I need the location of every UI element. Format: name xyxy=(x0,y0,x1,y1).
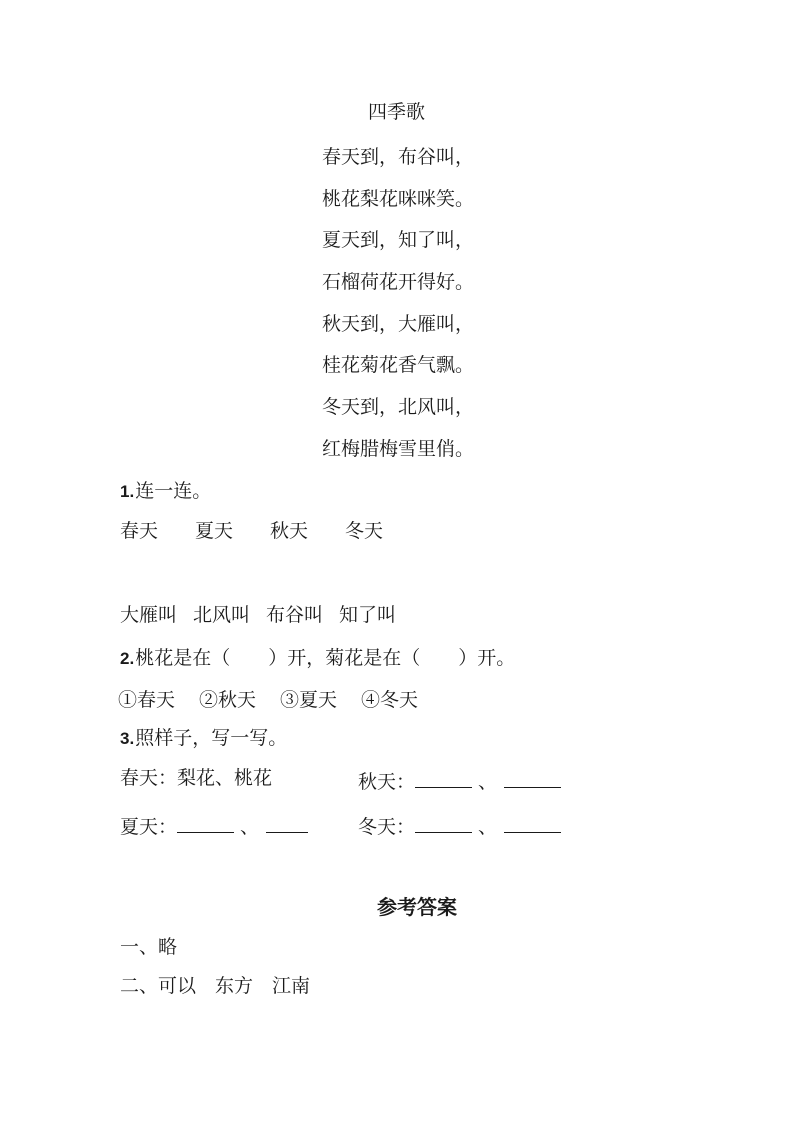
match-item-season: 春天 xyxy=(120,521,159,542)
exercise2-options xyxy=(118,690,418,712)
fill-in-blank xyxy=(266,813,308,833)
option-item: ③夏天 xyxy=(280,690,338,711)
fill-in-blank xyxy=(415,813,472,833)
fill-in-blank xyxy=(504,768,561,788)
match-row-seasons xyxy=(120,521,383,543)
season-label: 秋天： xyxy=(358,772,416,793)
enumeration-comma: 、 xyxy=(478,772,498,793)
match-item-sound: 北风叫 xyxy=(193,605,251,626)
poem-line: 桂花菊花香气飘。 xyxy=(322,355,475,377)
exercise3-example-cell xyxy=(120,768,272,790)
exercise3-autumn-cell xyxy=(358,768,561,794)
exercise2-prompt xyxy=(120,648,515,670)
poem-line: 红梅腊梅雪里俏。 xyxy=(322,438,475,460)
match-item-season: 秋天 xyxy=(270,521,309,542)
match-item-sound: 知了叫 xyxy=(339,605,397,626)
option-item: ④冬天 xyxy=(361,690,419,711)
exercise3-summer-cell xyxy=(120,813,308,839)
exercise2-number: 2. xyxy=(120,649,135,668)
season-label: 春天： xyxy=(120,768,178,789)
match-row-sounds xyxy=(120,605,396,627)
enumeration-comma: 、 xyxy=(478,817,498,838)
exercise3-winter-cell xyxy=(358,813,561,839)
example-answer: 梨花、桃花 xyxy=(177,768,273,789)
answer-key-heading: 参考答案 xyxy=(377,897,457,919)
poem-line: 冬天到，北风叫， xyxy=(322,397,475,419)
fill-in-blank xyxy=(504,813,561,833)
poem-line: 夏天到，知了叫， xyxy=(322,230,475,252)
poem-title: 四季歌 xyxy=(367,102,425,123)
fill-in-blank xyxy=(415,768,472,788)
option-item: ②秋天 xyxy=(199,690,257,711)
poem xyxy=(322,137,474,471)
fill-in-blank xyxy=(177,813,234,833)
exercise3-prompt xyxy=(120,728,287,750)
answer-line: 一、略 xyxy=(120,937,178,958)
match-item-sound: 布谷叫 xyxy=(266,605,324,626)
match-item-season: 夏天 xyxy=(195,521,234,542)
exercise1-prompt xyxy=(120,481,211,503)
match-item-season: 冬天 xyxy=(345,521,384,542)
poem-line: 石榴荷花开得好。 xyxy=(322,272,475,294)
exercise1-prompt-text: 连一连。 xyxy=(135,481,212,502)
exercise1-number: 1. xyxy=(120,482,135,501)
poem-line: 桃花梨花咪咪笑。 xyxy=(322,188,475,210)
exercise3-number: 3. xyxy=(120,729,135,748)
enumeration-comma: 、 xyxy=(240,817,260,838)
exercise2-prompt-text: 桃花是在（ ）开，菊花是在（ ）开。 xyxy=(135,648,516,669)
exercise3-prompt-text: 照样子，写一写。 xyxy=(135,728,288,749)
poem-line: 秋天到，大雁叫， xyxy=(322,313,475,335)
answer-line: 二、可以 东方 江南 xyxy=(120,976,311,997)
option-item: ①春天 xyxy=(118,690,176,711)
match-item-sound: 大雁叫 xyxy=(120,605,178,626)
poem-line: 春天到，布谷叫， xyxy=(322,147,475,168)
season-label: 夏天： xyxy=(120,817,178,838)
season-label: 冬天： xyxy=(358,817,416,838)
